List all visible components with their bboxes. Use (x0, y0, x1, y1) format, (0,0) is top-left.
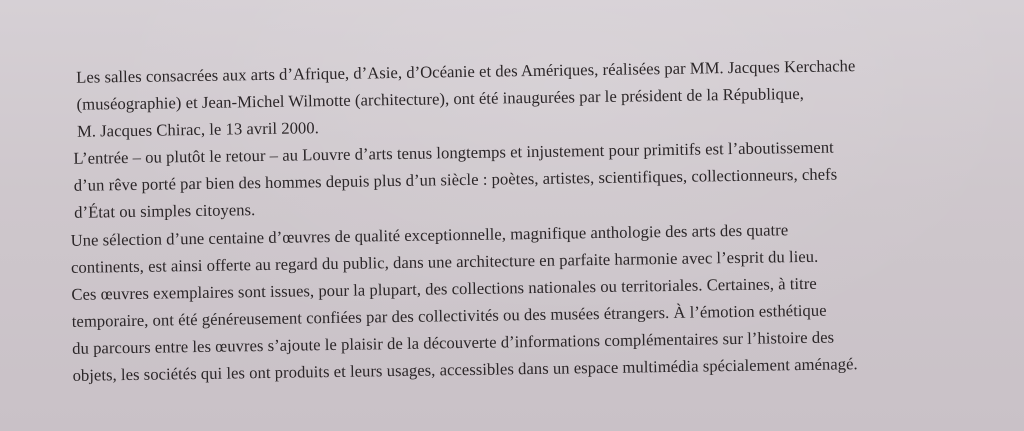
text-line: temporaire, ont été généreusement confiées par des collectivités ou des musées étrangers. À l’émotion esthétique (71, 300, 827, 331)
text-line: Les salles consacrées aux arts d’Afrique, d’Asie, d’Océanie et des Amériques, réalisées par MM. Jacques Kerchache (76, 56, 856, 87)
text-line: du parcours entre les œuvres s’ajoute le plaisir de la découverte d’informations complémentaires sur l’histoire des (72, 327, 835, 358)
text-line: (muséographie) et Jean-Michel Wilmotte (architecture), ont été inaugurées par le président de la République, (76, 84, 805, 114)
text-line: M. Jacques Chirac, le 13 avril 2000. (76, 118, 320, 141)
text-line: L’entrée – ou plutôt le retour – au Louvre d’arts tenus longtemps et injustement pour primitifs est l’aboutissement (73, 137, 834, 169)
paragraph-inauguration (60, 50, 991, 145)
paragraph-louvre-entry (61, 131, 992, 226)
panel-text-block (60, 50, 995, 389)
text-line: Une sélection d’une centaine d’œuvres de qualité exceptionnelle, magnifique anthologie des arts des quatre (70, 219, 789, 250)
text-line: d’un rêve porté par bien des hommes depuis plus d’un siècle : poètes, artistes, scientifiques, collectionneurs, chefs (73, 164, 838, 196)
text-line: d’État ou simples citoyens. (74, 200, 256, 223)
text-line: continents, est ainsi offerte au regard du public, dans une architecture en parfaite harmonie avec l’esprit du lieu. (70, 246, 819, 277)
text-line: objets, les sociétés qui les ont produits et leurs usages, accessibles dans un espace multimédia spécialement aménagé. (72, 354, 858, 385)
paragraph-selection (62, 213, 994, 389)
text-line: Ces œuvres exemplaires sont issues, pour la plupart, des collections nationales ou territoriales. Certaines, à titre (71, 273, 817, 304)
